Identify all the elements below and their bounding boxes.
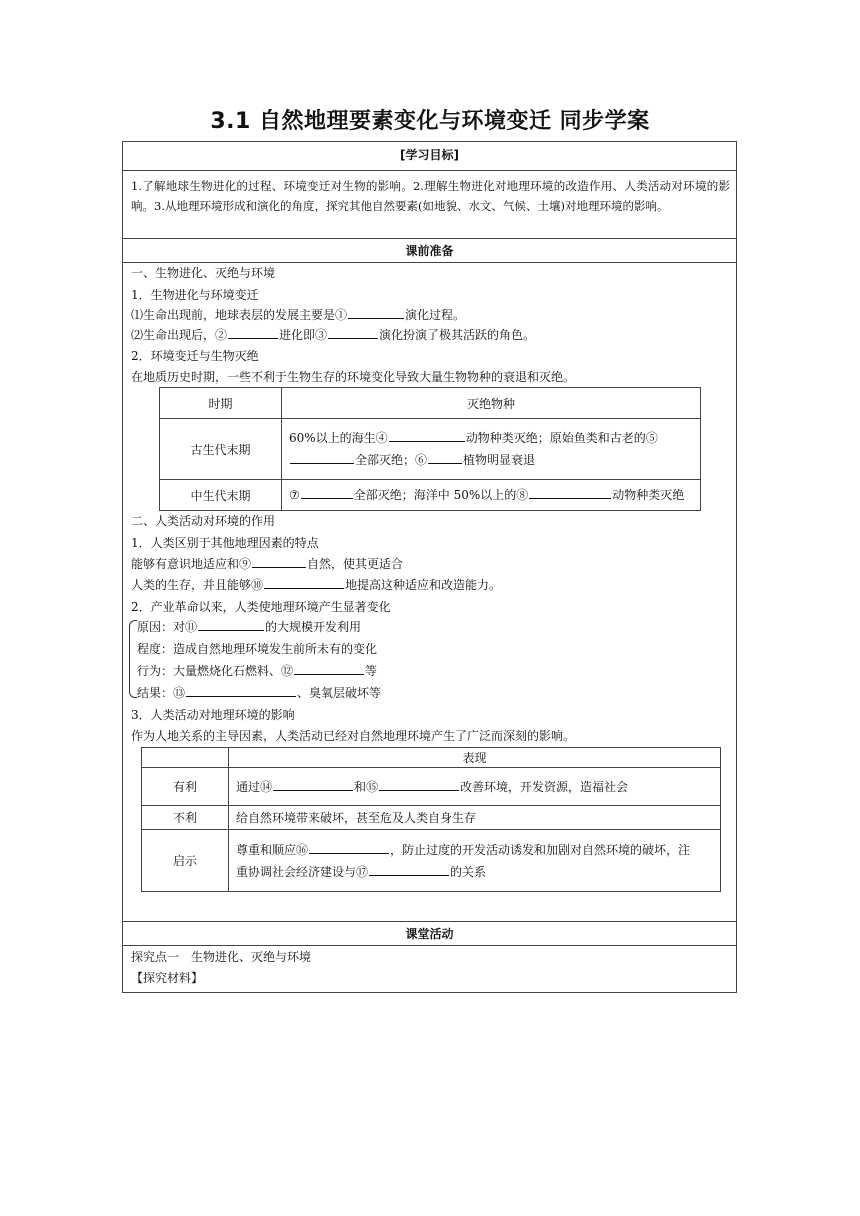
- answer-blank[interactable]: [290, 451, 354, 464]
- fill-line: [131, 555, 403, 573]
- divider: [123, 170, 736, 171]
- answer-blank[interactable]: [301, 486, 353, 499]
- species-cell: [282, 480, 701, 511]
- text: 演化扮演了极其活跃的角色。: [379, 328, 536, 342]
- answer-blank[interactable]: [529, 486, 611, 499]
- empty-header-cell: [142, 748, 229, 768]
- subsection-heading: 3．人类活动对地理环境的影响: [131, 708, 295, 722]
- text: 尊重和顺应⑯: [236, 842, 309, 857]
- text: 动物种类灭绝；原始鱼类和古老的⑤: [465, 431, 658, 445]
- prep-header: 课前准备: [405, 244, 454, 258]
- text: 等: [365, 664, 378, 678]
- brace-bracket: [129, 620, 137, 698]
- column-header: 时期: [160, 388, 282, 419]
- activity-header: 课堂活动: [405, 927, 454, 941]
- answer-blank[interactable]: [198, 618, 264, 631]
- text: 地提高这种适应和改造能力。: [345, 578, 502, 592]
- answer-blank[interactable]: [252, 555, 306, 568]
- impact-cell: [229, 830, 721, 892]
- text: 能够有意识地适应和⑨: [131, 557, 252, 571]
- text: ⑦: [289, 488, 300, 502]
- subsection-heading: 2．产业革命以来，人类使地理环境产生显著变化: [131, 600, 391, 614]
- text: 60%以上的海生④: [289, 431, 388, 445]
- bracket-line: [137, 618, 361, 636]
- text: 的关系: [450, 864, 487, 879]
- fill-line: [131, 576, 501, 594]
- divider: [123, 921, 736, 922]
- row-label: 启示: [142, 830, 229, 892]
- divider: [123, 262, 736, 263]
- bracket-line: [137, 684, 381, 702]
- fill-line: [131, 306, 465, 324]
- text: 行为：大量燃烧化石燃料、⑫: [137, 664, 294, 678]
- answer-blank[interactable]: [309, 841, 389, 854]
- bracket-line: 程度：造成自然地理环境发生前所未有的变化: [137, 642, 378, 656]
- answer-blank[interactable]: [264, 576, 344, 589]
- column-header: 表现: [229, 748, 721, 768]
- period-cell: 中生代末期: [160, 480, 282, 511]
- fill-line: [131, 326, 535, 344]
- page-title: 3.1 自然地理要素变化与环境变迁 同步学案: [210, 109, 650, 134]
- subsection-heading: 1．生物进化与环境变迁: [131, 288, 259, 302]
- answer-blank[interactable]: [369, 863, 449, 876]
- row-label: 有利: [142, 768, 229, 806]
- answer-blank[interactable]: [273, 778, 353, 791]
- human-impact-table: [141, 747, 721, 892]
- section-heading: 一、生物进化、灭绝与环境: [131, 266, 276, 280]
- text: 全部灭绝；⑥: [355, 453, 428, 467]
- paragraph: 作为人地关系的主导因素，人类活动已经对自然地理环境产生了广泛而深刻的影响。: [131, 729, 576, 743]
- text: ⑴生命出现前，地球表层的发展主要是①: [131, 308, 348, 322]
- text: 动物种类灭绝: [612, 488, 685, 502]
- text: 、臭氧层破坏等: [297, 686, 382, 700]
- answer-blank[interactable]: [186, 684, 296, 697]
- text: 通过⑭: [236, 779, 273, 794]
- text: 结果：⑬: [137, 686, 186, 700]
- text: 和⑮: [354, 779, 379, 794]
- impact-cell: 给自然环境带来破坏，甚至危及人类自身生存: [229, 806, 721, 830]
- divider: [123, 238, 736, 239]
- subsection-heading: 1．人类区别于其他地理因素的特点: [131, 536, 319, 550]
- answer-blank[interactable]: [228, 326, 278, 339]
- answer-blank[interactable]: [379, 778, 459, 791]
- answer-blank[interactable]: [428, 451, 462, 464]
- subsection-heading: 2．环境变迁与生物灭绝: [131, 349, 259, 363]
- extinction-table: [159, 387, 701, 511]
- text: 演化过程。: [405, 308, 466, 322]
- text: 人类的生存，并且能够⑩: [131, 578, 264, 592]
- text: 植物明显衰退: [463, 453, 536, 467]
- text: 自然，使其更适合: [307, 557, 404, 571]
- paragraph: 在地质历史时期，一些不利于生物生存的环境变化导致大量生物物种的衰退和灭绝。: [131, 370, 576, 384]
- answer-blank[interactable]: [294, 662, 364, 675]
- text: ⑵生命出现后，②: [131, 328, 228, 342]
- objectives-text: 1.了解地球生物进化的过程、环境变迁对生物的影响。2.理解生物进化对地理环境的改造作用、人类活动对环境的影响。3.从地理环境形成和演化的角度，探究其他自然要素(如地貌、水文、气候、土壤)对地理环境的影响。: [131, 179, 730, 213]
- objectives-header: [学习目标]: [400, 148, 459, 162]
- inquiry-point: 探究点一 生物进化、灭绝与环境: [131, 950, 312, 964]
- answer-blank[interactable]: [348, 306, 404, 319]
- answer-blank[interactable]: [328, 326, 378, 339]
- impact-cell: [229, 768, 721, 806]
- text: ，防止过度的开发活动诱发和加剧对自然环境的破坏，注: [390, 842, 691, 857]
- text: 重协调社会经济建设与⑰: [236, 864, 369, 879]
- text: 的大规模开发利用: [265, 620, 362, 634]
- bracket-line: [137, 662, 377, 680]
- row-label: 不利: [142, 806, 229, 830]
- answer-blank[interactable]: [389, 429, 465, 442]
- text: 全部灭绝；海洋中 50%以上的⑧: [353, 488, 529, 502]
- divider: [123, 945, 736, 946]
- section-heading: 二、人类活动对环境的作用: [131, 514, 276, 528]
- text: 进化即③: [279, 328, 328, 342]
- text: 原因：对⑪: [137, 620, 198, 634]
- period-cell: 古生代末期: [160, 419, 282, 480]
- species-cell: [282, 419, 701, 480]
- column-header: 灭绝物种: [282, 388, 701, 419]
- text: 改善环境，开发资源，造福社会: [460, 779, 629, 794]
- worksheet-frame: [122, 141, 737, 993]
- material-label: 【探究材料】: [131, 971, 204, 985]
